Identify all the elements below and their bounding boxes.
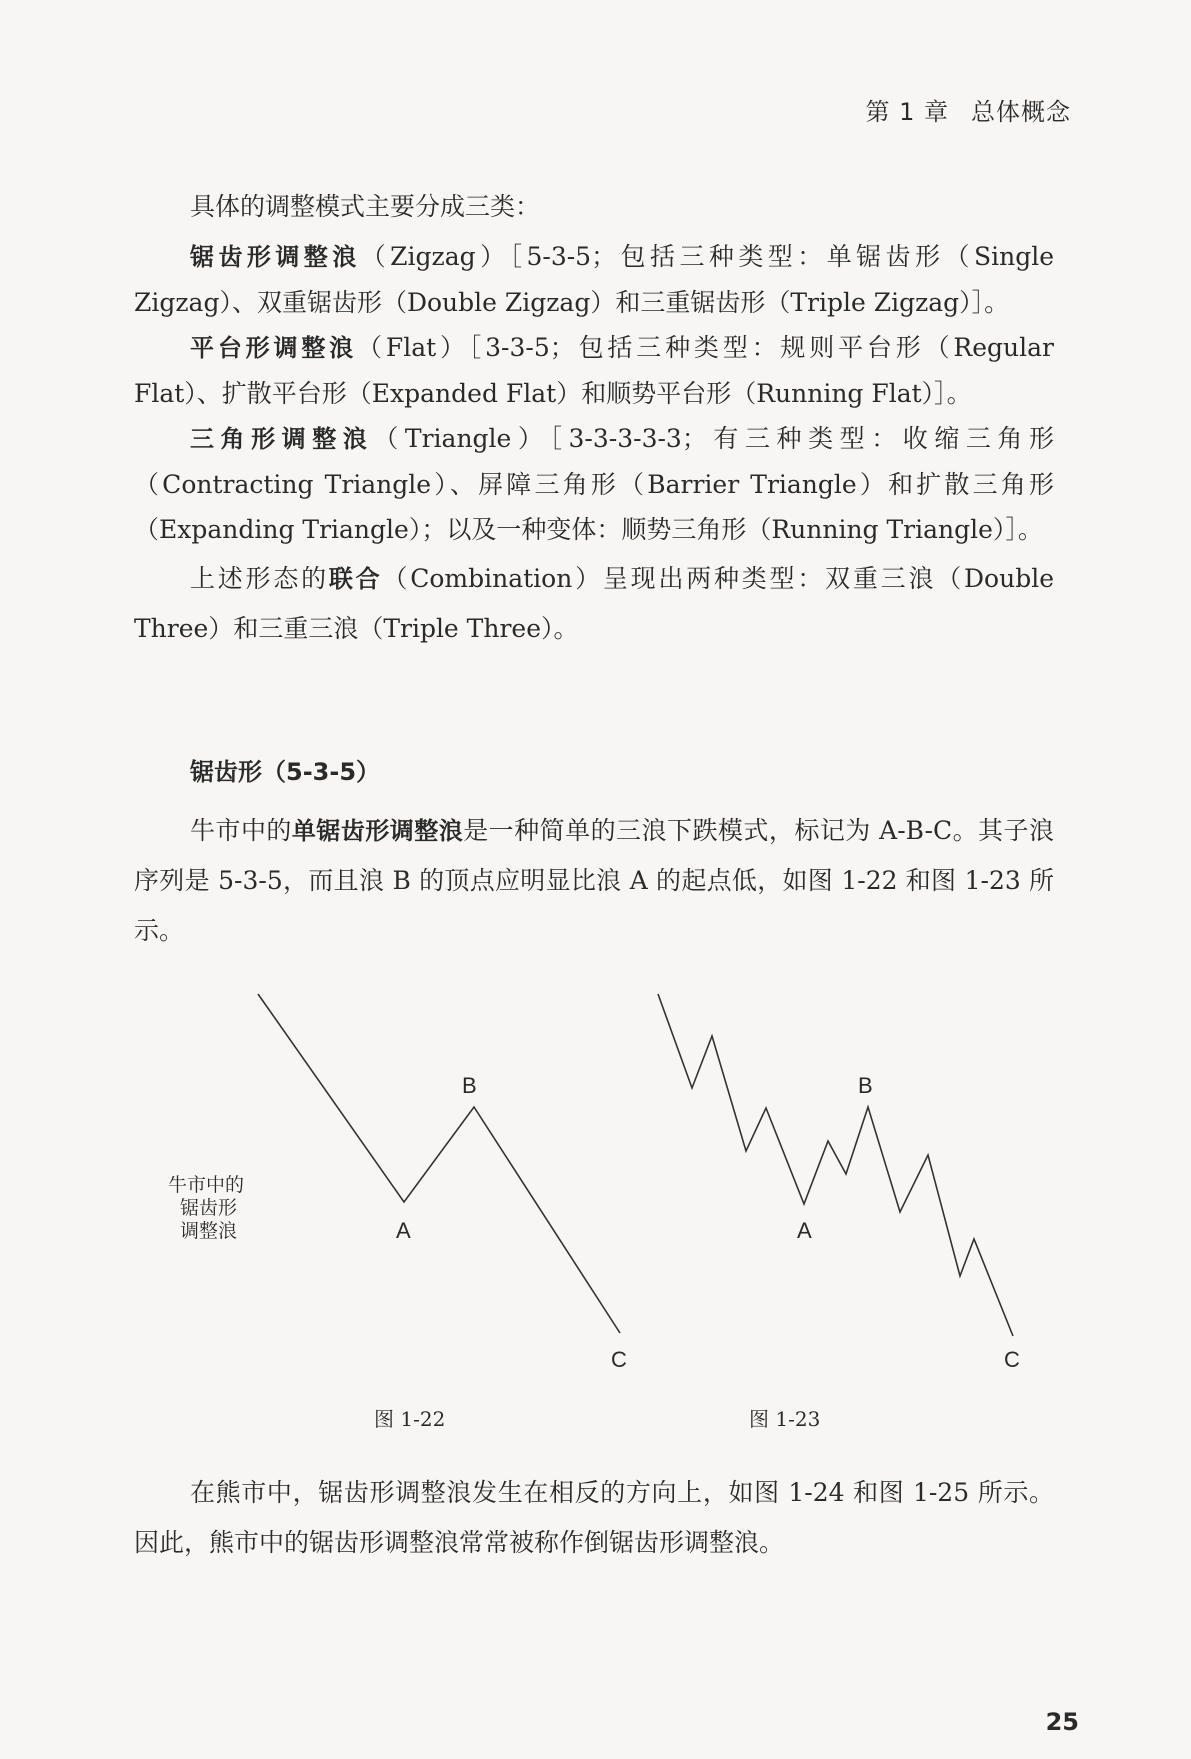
side-label-line-1: 牛市中的 <box>168 1175 245 1196</box>
flat-paragraph <box>134 325 1054 416</box>
section-heading: 锯齿形（5-3-5） <box>190 758 381 786</box>
figure-1-23-label-a: A <box>797 1218 812 1243</box>
combination-paragraph <box>134 554 1054 654</box>
side-label-line-3: 调整浪 <box>180 1221 238 1242</box>
figure-1-23-zigzag-line <box>658 994 1013 1336</box>
side-label-line-2: 锯齿形 <box>180 1198 238 1219</box>
triangle-term: 三角形调整浪 <box>190 425 374 453</box>
caption-figure-1-22: 图 1-22 <box>374 1407 446 1431</box>
figure-1-23-label-b: B <box>858 1073 873 1098</box>
figure-1-23-label-c: C <box>1004 1347 1020 1372</box>
bear-market-paragraph: 在熊市中，锯齿形调整浪发生在相反的方向上，如图 1-24 和图 1-25 所示。因此，熊市中的锯齿形调整浪常常被称作倒锯齿形调整浪。 <box>134 1478 1054 1557</box>
figure-1-22-label-b: B <box>462 1073 477 1098</box>
desc-pre: 牛市中的 <box>190 816 292 845</box>
desc-term: 单锯齿形调整浪 <box>291 817 464 845</box>
triangle-paragraph <box>134 416 1054 552</box>
zigzag-term: 锯齿形调整浪 <box>190 243 361 271</box>
zigzag-text: （Zigzag）［5-3-5；包括三种类型：单锯齿形（Single Zigzag）、双重锯齿形（Double Zigzag）和三重锯齿形（Triple Zigzag）］。 <box>134 242 1054 317</box>
combination-term: 联合 <box>328 565 383 593</box>
combination-text: （Combination）呈现出两种类型：双重三浪（Double Three）和三重三浪（Triple Three）。 <box>134 564 1055 643</box>
bear-market-text <box>134 1468 1054 1568</box>
figure-1-22-label-c: C <box>611 1347 627 1372</box>
figure-1-22-label-a: A <box>396 1218 411 1243</box>
zigzag-paragraph <box>134 234 1054 325</box>
triangle-text: （Triangle）［3-3-3-3-3；有三种类型：收缩三角形（Contracting Triangle）、屏障三角形（Barrier Triangle）和扩散三角形（Expanding Triangle）；以及一种变体：顺势三角形（Running Triangle）］。 <box>134 424 1054 544</box>
zigzag-description <box>134 806 1054 956</box>
zigzag-desc-paragraph <box>134 806 1054 956</box>
combination-pre: 上述形态的 <box>190 564 329 593</box>
flat-term: 平台形调整浪 <box>190 334 358 362</box>
page-number: 25 <box>1045 1708 1079 1736</box>
desc-text: 是一种简单的三浪下跌模式，标记为 A-B-C。其子浪序列是 5-3-5，而且浪 B 的顶点应明显比浪 A 的起点低，如图 1-22 和图 1-23 所示。 <box>134 816 1054 945</box>
classification-text <box>134 182 1054 654</box>
chapter-number: 第 1 章 <box>865 98 949 126</box>
chapter-title: 总体概念 <box>971 98 1071 126</box>
running-header <box>865 92 1071 127</box>
caption-figure-1-23: 图 1-23 <box>749 1407 821 1431</box>
flat-text: （Flat）［3-3-5；包括三种类型：规则平台形（Regular Flat）、扩散平台形（Expanded Flat）和顺势平台形（Running Flat）］。 <box>134 333 1055 408</box>
intro-paragraph: 具体的调整模式主要分成三类： <box>190 192 541 221</box>
figure-1-22-zigzag-line <box>258 994 620 1333</box>
